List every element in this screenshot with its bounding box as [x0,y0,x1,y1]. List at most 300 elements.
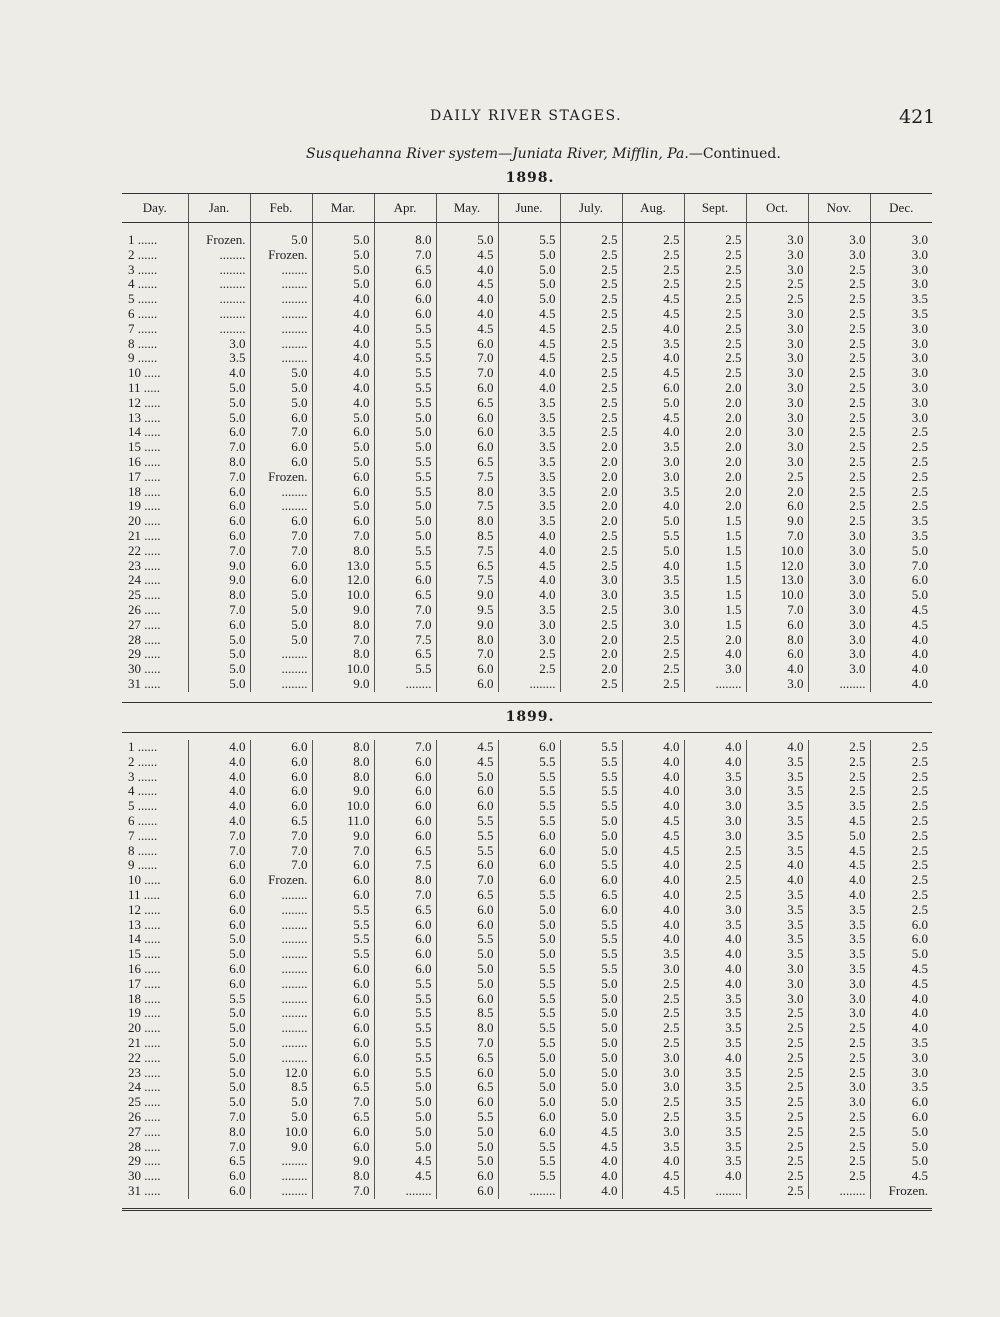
table-row [122,1051,932,1066]
stage-cell: 5.0 [312,411,374,426]
stage-cell: 4.0 [312,396,374,411]
stage-cell: 4.0 [312,366,374,381]
stage-cell: ........ [684,677,746,692]
stage-cell: 3.0 [746,351,808,366]
stage-cell: 3.5 [870,292,932,307]
table-row [122,455,932,470]
stage-cell: 5.0 [188,381,250,396]
stage-cell: 6.0 [498,829,560,844]
stage-cell: 2.5 [746,1110,808,1125]
table-row [122,322,932,337]
stage-cell: 5.5 [436,829,498,844]
stage-cell: 5.5 [374,485,436,500]
day-cell: 23 ..... [128,1064,161,1080]
stage-cell: 3.0 [622,1066,684,1081]
stage-cell: 7.5 [436,499,498,514]
day-cell: 15 ..... [128,439,161,455]
stage-cell: 5.5 [374,322,436,337]
stage-cell: 2.5 [808,755,870,770]
stage-cell: 3.0 [622,455,684,470]
stage-cell: 2.0 [560,514,622,529]
stage-cell: 8.0 [746,633,808,648]
stage-cell: 2.5 [870,455,932,470]
stage-cell: 3.5 [684,1140,746,1155]
stage-cell: 7.0 [436,351,498,366]
stage-cell: 4.5 [870,603,932,618]
stage-cell: 3.5 [684,992,746,1007]
day-cell: 9 ...... [128,857,158,873]
stage-cell: 4.0 [622,425,684,440]
stage-cell: 4.5 [498,559,560,574]
stage-cell: 6.0 [374,755,436,770]
stage-cell: 2.5 [560,529,622,544]
stage-cell: 2.5 [808,1110,870,1125]
stage-cell: 6.0 [250,799,312,814]
stage-cell: ........ [250,1051,312,1066]
stage-cell: 2.5 [808,292,870,307]
stage-cell: 7.0 [250,858,312,873]
stage-cell: 3.5 [188,351,250,366]
stage-cell: 3.0 [870,322,932,337]
stage-cell: 5.5 [374,455,436,470]
stage-cell: 2.5 [808,425,870,440]
table-body [122,223,932,692]
stage-cell: ........ [188,263,250,278]
stage-cell: 3.5 [746,844,808,859]
stage-cell: 6.0 [374,292,436,307]
day-cell: 2 ...... [128,753,158,769]
table-row [122,844,932,859]
stage-cell: 5.5 [560,918,622,933]
day-cell: 28 ..... [128,631,161,647]
day-cell: 29 ..... [128,1153,161,1169]
stage-cell: 2.0 [560,647,622,662]
stage-cell: ........ [250,977,312,992]
stage-cell: ........ [250,947,312,962]
stage-cell: 5.5 [374,1021,436,1036]
stage-cell: 7.5 [436,573,498,588]
stage-cell: 5.0 [870,1125,932,1140]
stage-cell: ........ [250,322,312,337]
stage-cell: 2.5 [870,440,932,455]
table-row [122,1154,932,1169]
divider-rule [122,732,932,733]
stage-cell: 2.5 [808,1051,870,1066]
stage-cell: 4.5 [436,277,498,292]
stage-cell: 6.0 [870,1110,932,1125]
stage-cell: 7.0 [374,618,436,633]
stage-cell: 7.0 [870,559,932,574]
stage-cell: 3.5 [808,932,870,947]
table-row [122,223,932,248]
stage-cell: 6.0 [312,1140,374,1155]
day-cell: 12 ..... [128,901,161,917]
stage-cell: 6.0 [498,1110,560,1125]
stage-cell: ........ [374,677,436,692]
stage-cell: 5.0 [436,947,498,962]
stage-cell: 6.0 [746,647,808,662]
day-cell: 25 ..... [128,587,161,603]
stage-cell: 6.0 [188,962,250,977]
stage-cell: 4.0 [622,873,684,888]
stage-cell: 3.5 [622,440,684,455]
stage-cell: 6.0 [436,381,498,396]
stage-cell: ........ [250,918,312,933]
table-row [122,1095,932,1110]
stage-cell: 6.0 [436,903,498,918]
day-cell: 13 ..... [128,916,161,932]
stage-cell: 5.0 [560,814,622,829]
table-row [122,307,932,322]
stage-cell: 6.0 [188,918,250,933]
stage-cell: ........ [250,888,312,903]
stage-cell: 6.0 [436,1184,498,1199]
stage-cell: 3.5 [746,799,808,814]
stage-cell: 6.5 [436,1080,498,1095]
stage-cell: 3.0 [622,1125,684,1140]
day-cell: 17 ..... [128,975,161,991]
day-cell: 14 ..... [128,424,161,440]
stage-cell: 5.5 [498,755,560,770]
stage-cell: 5.0 [188,1036,250,1051]
stage-cell: 5.5 [560,947,622,962]
stage-cell: 5.5 [560,932,622,947]
day-cell: 21 ..... [128,1034,161,1050]
stage-cell: 5.0 [870,1154,932,1169]
day-cell: 3 ...... [128,261,158,277]
stage-cell: 6.0 [188,977,250,992]
stage-cell: 4.0 [746,662,808,677]
stage-cell: 4.0 [560,1184,622,1199]
stage-cell: 8.0 [188,455,250,470]
stage-cell: 3.0 [746,366,808,381]
stage-cell: 10.0 [250,1125,312,1140]
stage-cell: 2.0 [684,440,746,455]
stage-cell: 7.0 [188,1140,250,1155]
table-row [122,366,932,381]
stage-cell: ........ [250,485,312,500]
stage-cell: 2.0 [684,499,746,514]
stage-cell: 8.0 [312,755,374,770]
table-row [122,918,932,933]
stage-cell: 2.5 [684,322,746,337]
stage-cell: 3.5 [684,918,746,933]
stage-cell: 3.5 [808,903,870,918]
stage-cell: ........ [250,1006,312,1021]
stage-cell: 5.5 [560,755,622,770]
stage-cell: 12.0 [746,559,808,574]
stage-cell: 5.0 [188,932,250,947]
stage-cell: 3.5 [746,814,808,829]
stage-cell: 6.5 [436,1051,498,1066]
stage-cell: 5.0 [188,947,250,962]
stage-cell: 3.5 [870,514,932,529]
stage-cell: 6.0 [436,677,498,692]
stage-cell: 4.5 [498,322,560,337]
day-cell: 6 ...... [128,812,158,828]
stage-cell: 5.0 [870,588,932,603]
day-cell: 27 ..... [128,1123,161,1139]
stage-cell: 3.5 [746,888,808,903]
stage-cell: 6.0 [250,784,312,799]
table-row [122,633,932,648]
stage-cell: 5.0 [188,677,250,692]
stage-cell: 2.5 [560,248,622,263]
stage-cell: 4.5 [622,829,684,844]
stage-cell: 2.5 [808,381,870,396]
stage-cell: 2.5 [808,1036,870,1051]
stage-cell: 7.0 [188,470,250,485]
stage-cell: 4.0 [808,888,870,903]
stage-cell: 6.5 [374,263,436,278]
stage-cell: 4.0 [436,263,498,278]
stage-cell: 5.5 [560,784,622,799]
stage-cell: 5.0 [188,411,250,426]
stage-cell: 6.0 [188,514,250,529]
stage-cell: 2.0 [560,485,622,500]
stage-cell: 1.5 [684,618,746,633]
stage-cell: 3.0 [684,814,746,829]
stage-cell: 6.0 [312,888,374,903]
stage-cell: 3.0 [808,992,870,1007]
stage-cell: 4.5 [436,755,498,770]
stage-cell: 2.5 [746,1154,808,1169]
stage-cell: 2.5 [870,740,932,755]
stage-cell: 6.0 [870,918,932,933]
stage-cell: 4.0 [312,322,374,337]
stage-cell: 2.5 [622,1095,684,1110]
stage-cell: 3.0 [746,248,808,263]
stage-cell: 12.0 [250,1066,312,1081]
stage-cell: 3.5 [622,947,684,962]
stage-cell: 9.0 [436,618,498,633]
stage-cell: 10.0 [312,662,374,677]
stage-cell: 3.5 [870,307,932,322]
table-row [122,873,932,888]
stage-cell: 3.5 [870,529,932,544]
stage-cell: ........ [250,351,312,366]
stage-cell: 5.0 [622,544,684,559]
stage-cell: ........ [250,292,312,307]
stage-cell: 5.0 [250,588,312,603]
stage-cell: 6.0 [870,1095,932,1110]
stage-cell: 5.0 [374,1110,436,1125]
stage-cell: 5.0 [312,277,374,292]
stage-cell: 3.5 [498,485,560,500]
stage-cell: 5.0 [560,844,622,859]
stage-cell: 2.5 [622,1006,684,1021]
stage-cell: 2.5 [746,1066,808,1081]
table-row [122,677,932,692]
stage-cell: 2.5 [746,470,808,485]
table-row [122,1080,932,1095]
stage-cell: 5.5 [498,1140,560,1155]
stage-cell: 2.5 [746,1125,808,1140]
column-header: Apr. [374,194,436,223]
column-header: Jan. [188,194,250,223]
stage-cell: 5.5 [498,784,560,799]
stage-cell: 4.5 [374,1154,436,1169]
table-row [122,351,932,366]
table-row [122,784,932,799]
stage-cell: 6.0 [498,740,560,755]
stage-cell: 4.0 [312,307,374,322]
stage-cell: 4.0 [808,873,870,888]
stage-cell: 4.5 [560,1125,622,1140]
stage-cell: 2.5 [684,223,746,248]
day-cell: 11 ..... [128,886,161,902]
stage-cell: 3.0 [684,784,746,799]
stage-cell: 6.0 [312,977,374,992]
stage-cell: 13.0 [312,559,374,574]
stage-cell: 2.0 [684,425,746,440]
day-cell: 4 ...... [128,783,158,799]
stage-cell: 3.5 [746,932,808,947]
stage-cell: 2.5 [684,858,746,873]
stage-cell: 4.0 [436,307,498,322]
stage-cell: 2.5 [684,292,746,307]
stage-cell: 4.5 [622,1184,684,1199]
stage-cell: 3.0 [746,337,808,352]
stage-cell: 2.5 [870,829,932,844]
stage-cell: 6.0 [436,799,498,814]
stage-cell: 3.0 [808,529,870,544]
stage-cell: 6.5 [374,588,436,603]
stage-cell: 3.5 [684,1080,746,1095]
stage-cell: 9.0 [436,588,498,603]
day-cell: 12 ..... [128,394,161,410]
stage-cell: 3.0 [870,1051,932,1066]
stage-cell: 5.0 [374,499,436,514]
day-cell: 19 ..... [128,498,161,514]
stage-cell: 3.0 [684,662,746,677]
table-row [122,1169,932,1184]
stage-cell: 4.0 [436,292,498,307]
stage-cell: 5.0 [312,263,374,278]
column-header: Oct. [746,194,808,223]
stage-cell: 3.5 [808,962,870,977]
stage-cell: 5.0 [250,396,312,411]
stage-cell: 6.5 [312,1080,374,1095]
stage-cell: 5.5 [498,1036,560,1051]
day-cell: 3 ...... [128,768,158,784]
stage-cell: 3.0 [498,633,560,648]
stage-cell: 6.0 [188,1169,250,1184]
stage-cell: 6.0 [374,918,436,933]
stage-cell: 3.5 [870,1036,932,1051]
stage-cell: 8.0 [374,223,436,248]
stage-cell: 3.0 [746,263,808,278]
day-cell: 23 ..... [128,557,161,573]
stage-cell: 4.5 [374,1169,436,1184]
stage-cell: 2.5 [560,223,622,248]
stage-cell: 5.0 [560,977,622,992]
stage-cell: 5.0 [374,1080,436,1095]
stage-cell: 2.5 [622,677,684,692]
day-cell: 1 ...... [128,739,158,754]
stage-cell: 3.5 [622,588,684,603]
year-heading-1899: 1899. [505,709,555,725]
stage-cell: 8.0 [188,1125,250,1140]
stage-cell: 5.0 [374,425,436,440]
stage-cell: 5.5 [498,1169,560,1184]
column-header: Dec. [870,194,932,223]
stage-cell: 5.0 [560,1080,622,1095]
stage-cell: 2.5 [560,351,622,366]
stage-cell: 4.0 [870,992,932,1007]
stage-cell: 2.5 [808,470,870,485]
stage-cell: 3.0 [746,977,808,992]
stage-cell: 6.0 [250,755,312,770]
stage-cell: 3.0 [188,337,250,352]
stage-cell: 2.5 [560,677,622,692]
day-cell: 5 ...... [128,798,158,814]
stage-cell: ........ [498,1184,560,1199]
stage-cell: 3.0 [622,962,684,977]
table-row [122,829,932,844]
stage-cell: 5.0 [312,455,374,470]
stage-cell: 2.0 [560,455,622,470]
column-header: Aug. [622,194,684,223]
stage-cell: 10.0 [312,799,374,814]
stage-cell: 5.0 [374,514,436,529]
stage-cell: ........ [250,263,312,278]
stage-cell: ........ [188,307,250,322]
stage-cell: 1.5 [684,514,746,529]
stage-cell: 5.0 [188,1095,250,1110]
stage-cell: 10.0 [746,544,808,559]
stage-cell: 3.0 [684,903,746,918]
stage-cell: 3.0 [808,573,870,588]
stage-cell: 3.5 [746,770,808,785]
stage-cell: 5.0 [498,248,560,263]
stage-cell: 6.0 [374,814,436,829]
stage-cell: 5.5 [312,947,374,962]
stage-cell: 8.0 [312,544,374,559]
stage-cell: 3.0 [870,277,932,292]
stage-cell: 2.5 [622,977,684,992]
stage-cell: 2.5 [808,455,870,470]
stage-cell: 4.0 [622,770,684,785]
stage-cell: 5.5 [374,1051,436,1066]
stage-cell: 4.5 [622,1169,684,1184]
stage-cell: 3.5 [498,499,560,514]
stage-cell: 3.0 [746,440,808,455]
stage-cell: 2.5 [560,337,622,352]
stage-cell: 5.0 [250,223,312,248]
stage-cell: 3.0 [870,366,932,381]
stage-cell: 2.5 [746,1051,808,1066]
stage-cell: 4.0 [188,770,250,785]
stage-cell: 2.5 [870,799,932,814]
stage-cell: 6.0 [312,514,374,529]
stage-cell: 2.0 [684,485,746,500]
stage-cell: 5.5 [312,918,374,933]
stage-cell: 7.0 [188,1110,250,1125]
stage-cell: 5.0 [374,411,436,426]
stage-cell: 3.5 [498,440,560,455]
stage-cell: 7.0 [436,1036,498,1051]
stage-cell: 4.0 [498,381,560,396]
stage-cell: 4.0 [622,918,684,933]
stage-cell: 1.5 [684,603,746,618]
stage-cell: 5.0 [436,1140,498,1155]
stage-cell: 6.0 [436,411,498,426]
day-cell: 26 ..... [128,1108,161,1124]
stage-cell: 3.0 [870,381,932,396]
stage-cell: 2.5 [622,223,684,248]
stage-cell: 2.5 [622,992,684,1007]
